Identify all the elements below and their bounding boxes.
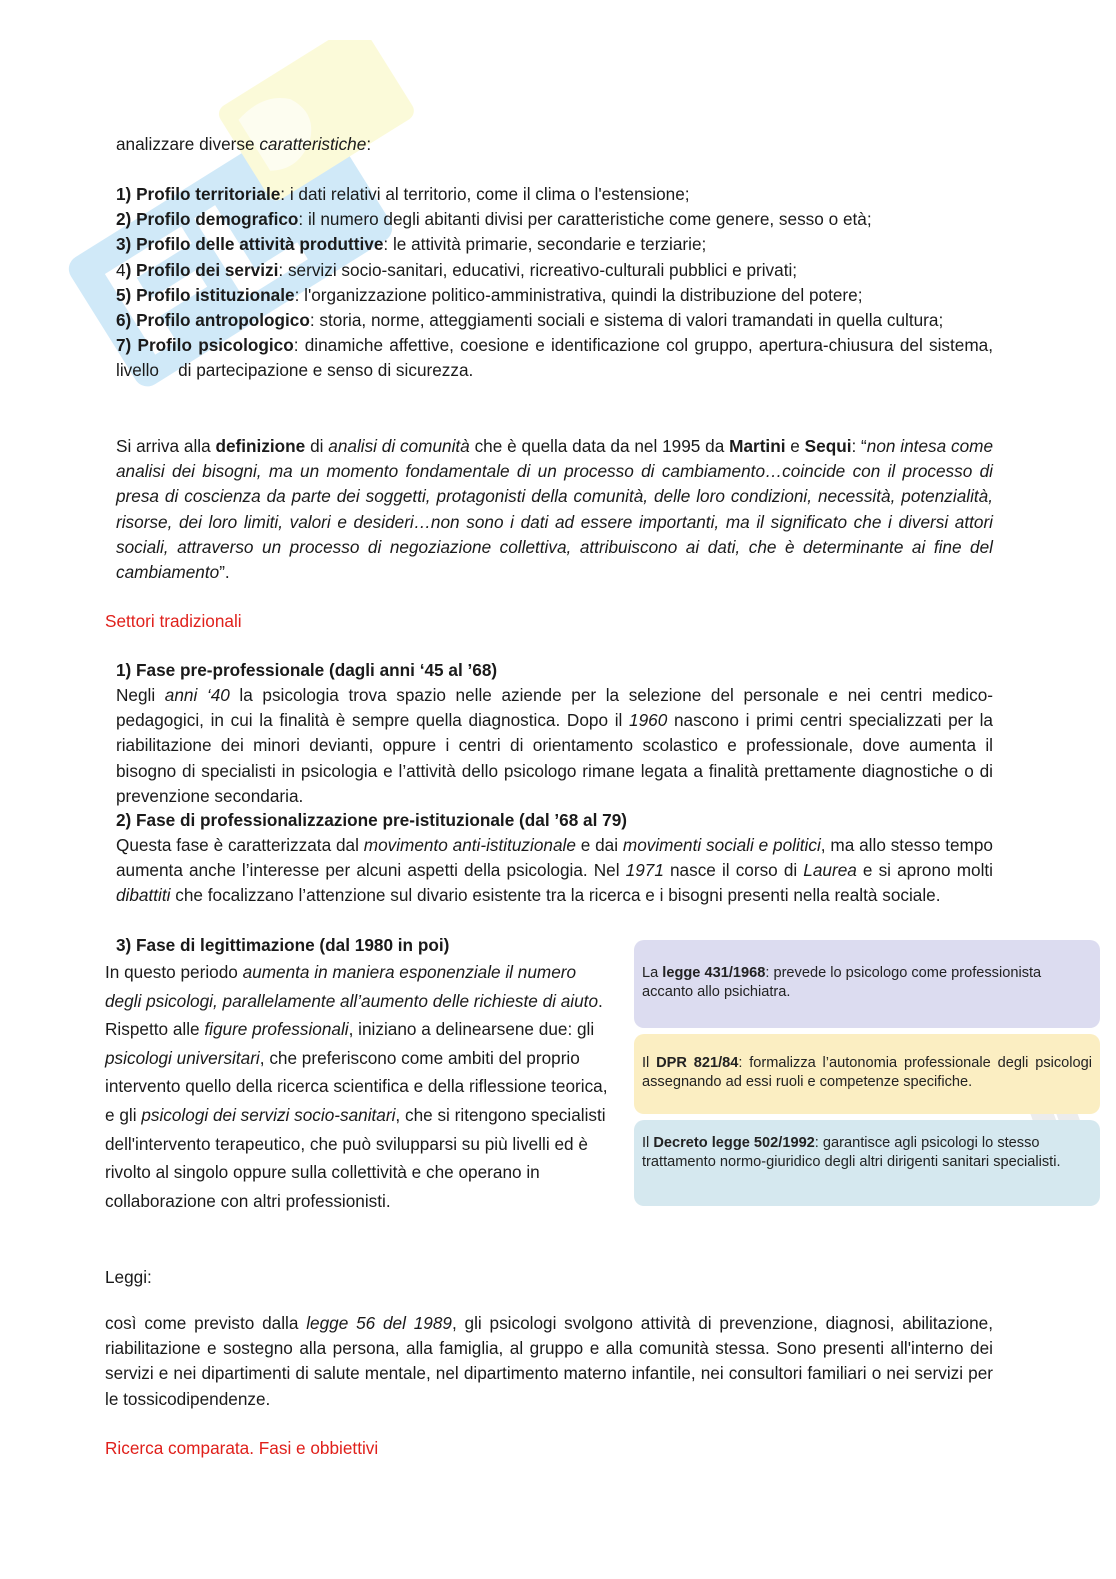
profile-item: 4) Profilo dei servizi: servizi socio-sanitari, educativi, ricreativo-culturali pubblici e privati; <box>116 259 798 280</box>
law-box-431-1968: La legge 431/1968: prevede lo psicologo come professionista accanto allo psichiatra. <box>634 940 1100 1028</box>
law-box-502-1992: Il Decreto legge 502/1992: garantisce agli psicologi lo stesso trattamento normo-giuridico degli altri dirigenti sanitari specialisti. <box>634 1120 1100 1206</box>
heading-settori: Settori tradizionali <box>105 611 242 631</box>
phase1-title: 1) Fase pre-professionale (dagli anni ‘45 al ’68) <box>116 660 498 680</box>
profile-item: 5) Profilo istituzionale: l'organizzazione politico-amministrativa, quindi la distribuzione del potere; <box>116 284 863 305</box>
phase1-paragraph: Negli anni ‘40 la psicologia trova spazio nelle aziende per la selezione del personale e nei centri medico-pedagogici, in cui la finalità è sempre quella diagnostica. Dopo il 1960 nascono i primi centri specializzati per la riabilitazione dei minori devianti, oppure i centri di orientamento scolastico e professionale, dove aumenta il bisogno di specialisti in psicologia e l’attività dello psicologo rimane legata a finalità prettamente diagnostiche o di prevenzione secondaria. <box>116 685 993 806</box>
profile-item: 7) Profilo psicologico: dinamiche affettive, coesione e identificazione col gruppo, apertura-chiusura del sistema, livello di partecipazione e senso di sicurezza. <box>116 335 998 381</box>
phase3-paragraph: In questo periodo aumenta in maniera esponenziale il numero degli psicologi, parallelamente all’aumento delle richieste di aiuto. Rispetto alle figure professionali, iniziano a delinearsene due: gli psicologi universitari, che preferiscono come ambiti del proprio intervento quello della ricerca scientifica e della riflessione teorica, e gli psicologi dei servizi socio-sanitari, che si ritengono specialisti dell'intervento terapeutico, che può svilupparsi su più livelli ed è rivolto al singolo oppure sulla collettività e che operano in collaborazione con altri professionisti. <box>105 962 608 1211</box>
law-box-dpr-821-84: Il DPR 821/84: formalizza l’autonomia professionale degli psicologi assegnando ad essi ruoli e competenze specifiche. <box>634 1034 1100 1114</box>
intro-line: analizzare diverse caratteristiche: <box>116 134 372 154</box>
definition-paragraph: Si arriva alla definizione di analisi di comunità che è quella data da nel 1995 da Martini e Sequi: “non intesa come analisi dei bisogni, ma un momento fondamentale di un processo di cambiamento…coincide con il processo di presa di coscienza da parte dei soggetti, protagonisti della comunità, delle loro condizioni, necessità, potenzialità, risorse, dei loro limiti, valori e desideri…non sono i dati ad essere importanti, ma il significato che i diversi attori sociali, attraverso un processo di negoziazione collettiva, attribuiscono ai dati, che è determinante ai fine del cambiamento”. <box>116 436 994 583</box>
profile-item: 1) Profilo territoriale: i dati relativi al territorio, come il clima o l'estensione; <box>116 184 690 204</box>
heading-ricerca: Ricerca comparata. Fasi e obbiettivi <box>105 1438 379 1458</box>
phase3-title: 3) Fase di legittimazione (dal 1980 in poi) <box>116 935 450 955</box>
profile-item: 6) Profilo antropologico: storia, norme, atteggiamenti sociali e sistema di valori tramandati in quella cultura; <box>116 310 944 331</box>
leggi-paragraph: così come previsto dalla legge 56 del 1989, gli psicologi svolgono attività di prevenzione, diagnosi, abilitazione, riabilitazione e sostegno alla persona, alla famiglia, al gruppo e alla comunità stessa. Sono presenti all'interno dei servizi e nei dipartimenti di salute mentale, nel dipartimento materno infantile, nei consultori familiari o nei servizi per le tossicodipendenze. <box>105 1313 993 1409</box>
profiles-list <box>116 182 998 384</box>
profile-item: 2) Profilo demografico: il numero degli abitanti divisi per caratteristiche come genere, sesso o età; <box>116 209 872 230</box>
phase2-paragraph: Questa fase è caratterizzata dal movimento anti-istituzionale e dai movimenti sociali e politici, ma allo stesso tempo aumenta anche l’interesse per alcuni aspetti della psicologia. Nel 1971 nasce il corso di Laurea e si aprono molti dibattiti che focalizzano l’attenzione sul divario esistente tra la ricerca e i bisogni presenti nella realtà sociale. <box>116 835 993 906</box>
phase2-title: 2) Fase di professionalizzazione pre-istituzionale (dal ’68 al 79) <box>116 810 627 830</box>
profile-item: 3) Profilo delle attività produttive: le attività primarie, secondarie e terziarie; <box>116 234 707 255</box>
leggi-label: Leggi: <box>105 1267 152 1287</box>
